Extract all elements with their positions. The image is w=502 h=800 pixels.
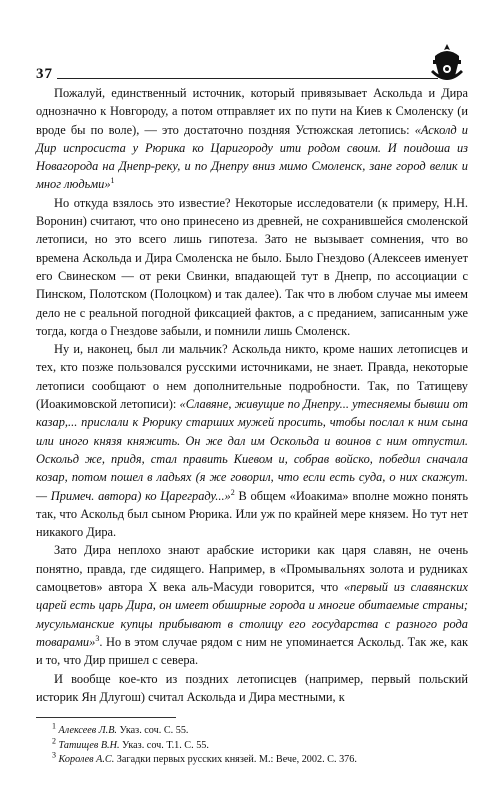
quote-text: «первый из славянских царей есть царь Дира, он имеет обширные города и многие обитаемые страны; мусульманские купцы прибывают в столицу его государства с разного рода товарами» <box>36 580 468 649</box>
footnote-ref: 1 <box>110 176 115 186</box>
footnote-item <box>36 736 468 754</box>
paragraph <box>36 84 468 194</box>
footnote-number: 3 <box>52 750 56 760</box>
emblem-icon <box>428 42 466 84</box>
body-text <box>36 84 468 706</box>
footnote-author: Королев А.С. <box>58 754 115 766</box>
footnote-source: Указ. соч. Т.1. С. 55. <box>119 739 209 751</box>
quote-text: «Асколд и Дир испросиста у Рюрика ко Царигороду ити родом своим. И поидоша из Новагорода на Днепр-реку, и по Днепру вниз мимо Смоленск, зане город велик и мног людьми» <box>36 122 469 192</box>
text-run: Зато Дира неплохо знают арабские историки как царя славян, не очень понятно, правда, где сидящего. Например, в «Промывальнях золота и рудниках самоцветов» автора X века аль-Масуди говорится, что <box>36 543 468 595</box>
paragraph <box>36 670 468 707</box>
text-run: Ну и, наконец, был ли мальчик? Аскольда никто, кроме наших летописцев и тех, кто позже пользовался русскими источниками, не знает. Правда, некоторые летописи сообщают о нем дополнительные подробности. Так, по Татищеву (Иоакимовской летописи): <box>36 342 468 412</box>
text-run: В общем «Иоакима» вполне можно понять так, что Аскольд был сыном Рюрика. Или уж по крайней мере князем. Но тут нет никакого Дира. <box>36 488 468 540</box>
footnote-item <box>36 721 468 739</box>
text-run: Пожалуй, единственный источник, который привязывает Аскольда и Дира однозначно к Новгороду, а потом отправляет их по пути на Киев к Смоленску (и вроде бы по воле), — это достаточно поздняя Устюжская летопись: <box>36 86 468 137</box>
footnote-source: Указ. соч. С. 55. <box>116 725 189 736</box>
footnote-ref: 2 <box>230 487 235 497</box>
footnote-author: Татищев В.Н. <box>58 739 120 751</box>
footnote-number: 2 <box>52 736 56 746</box>
footnote-number: 1 <box>52 721 56 731</box>
footnote-item <box>36 750 468 768</box>
page-number: 37 <box>36 66 57 83</box>
text-run: И вообще кое-кто из поздних летописцев (например, первый польский историк Ян Длугош) считал Аскольда и Дира местными, к <box>36 671 468 704</box>
text-run: Но откуда взялось это известие? Некоторые исследователи (к примеру, Н.Н. Воронин) считают, что оно принесено из древней, не сохранившейся смоленской летописи, но это всего лишь гипотеза. Зато не вызывает сомнения, что во времена Аскольда и Дира Смоленска не было. Было Гнездово (Алексеев именует его Свинеском — от реки Свинки, впадающей тут в Днепр, по ассоциации с Пинском, Полотском (Полоцком) и так далее). Так что в любом случае мы имеем дело не с реальной погодной фиксацией фактов, а с преданием, записанным уже тогда, когда о Гнездове забыли, и помнили лишь Смоленск. <box>36 195 468 338</box>
paragraph <box>36 194 468 340</box>
footnote-author: Алексеев Л.В. <box>58 725 117 736</box>
paragraph <box>36 541 468 669</box>
text-run: . Но в этом случае рядом с ним не упоминается Аскольд. Так же, как и то, что Дир пришел с севера. <box>36 634 468 668</box>
footnotes <box>36 721 468 768</box>
paragraph <box>36 340 468 541</box>
footnote-source: Загадки первых русских князей. М.: Вече, 2002. С. 376. <box>114 754 357 766</box>
footnote-rule <box>36 717 176 718</box>
footnote-ref: 3 <box>95 633 100 643</box>
page-header <box>36 42 468 82</box>
quote-text: «Славяне, живущие по Днепру... утесняемы бывши от казар,... прислали к Рюрику старших мужей просить, чтобы послал к ним сына или иного князя княжить. Он же дал им Оскольда и воинов с ним отпустил. Оскольд же, придя, стал править Киевом и, собрав войско, победил сначала козар, потом пошел в ладьях (я же говорил, что если есть суда, о них скажут. — Примеч. автора) ко Цареграду...» <box>36 397 468 503</box>
header-rule <box>36 78 438 79</box>
